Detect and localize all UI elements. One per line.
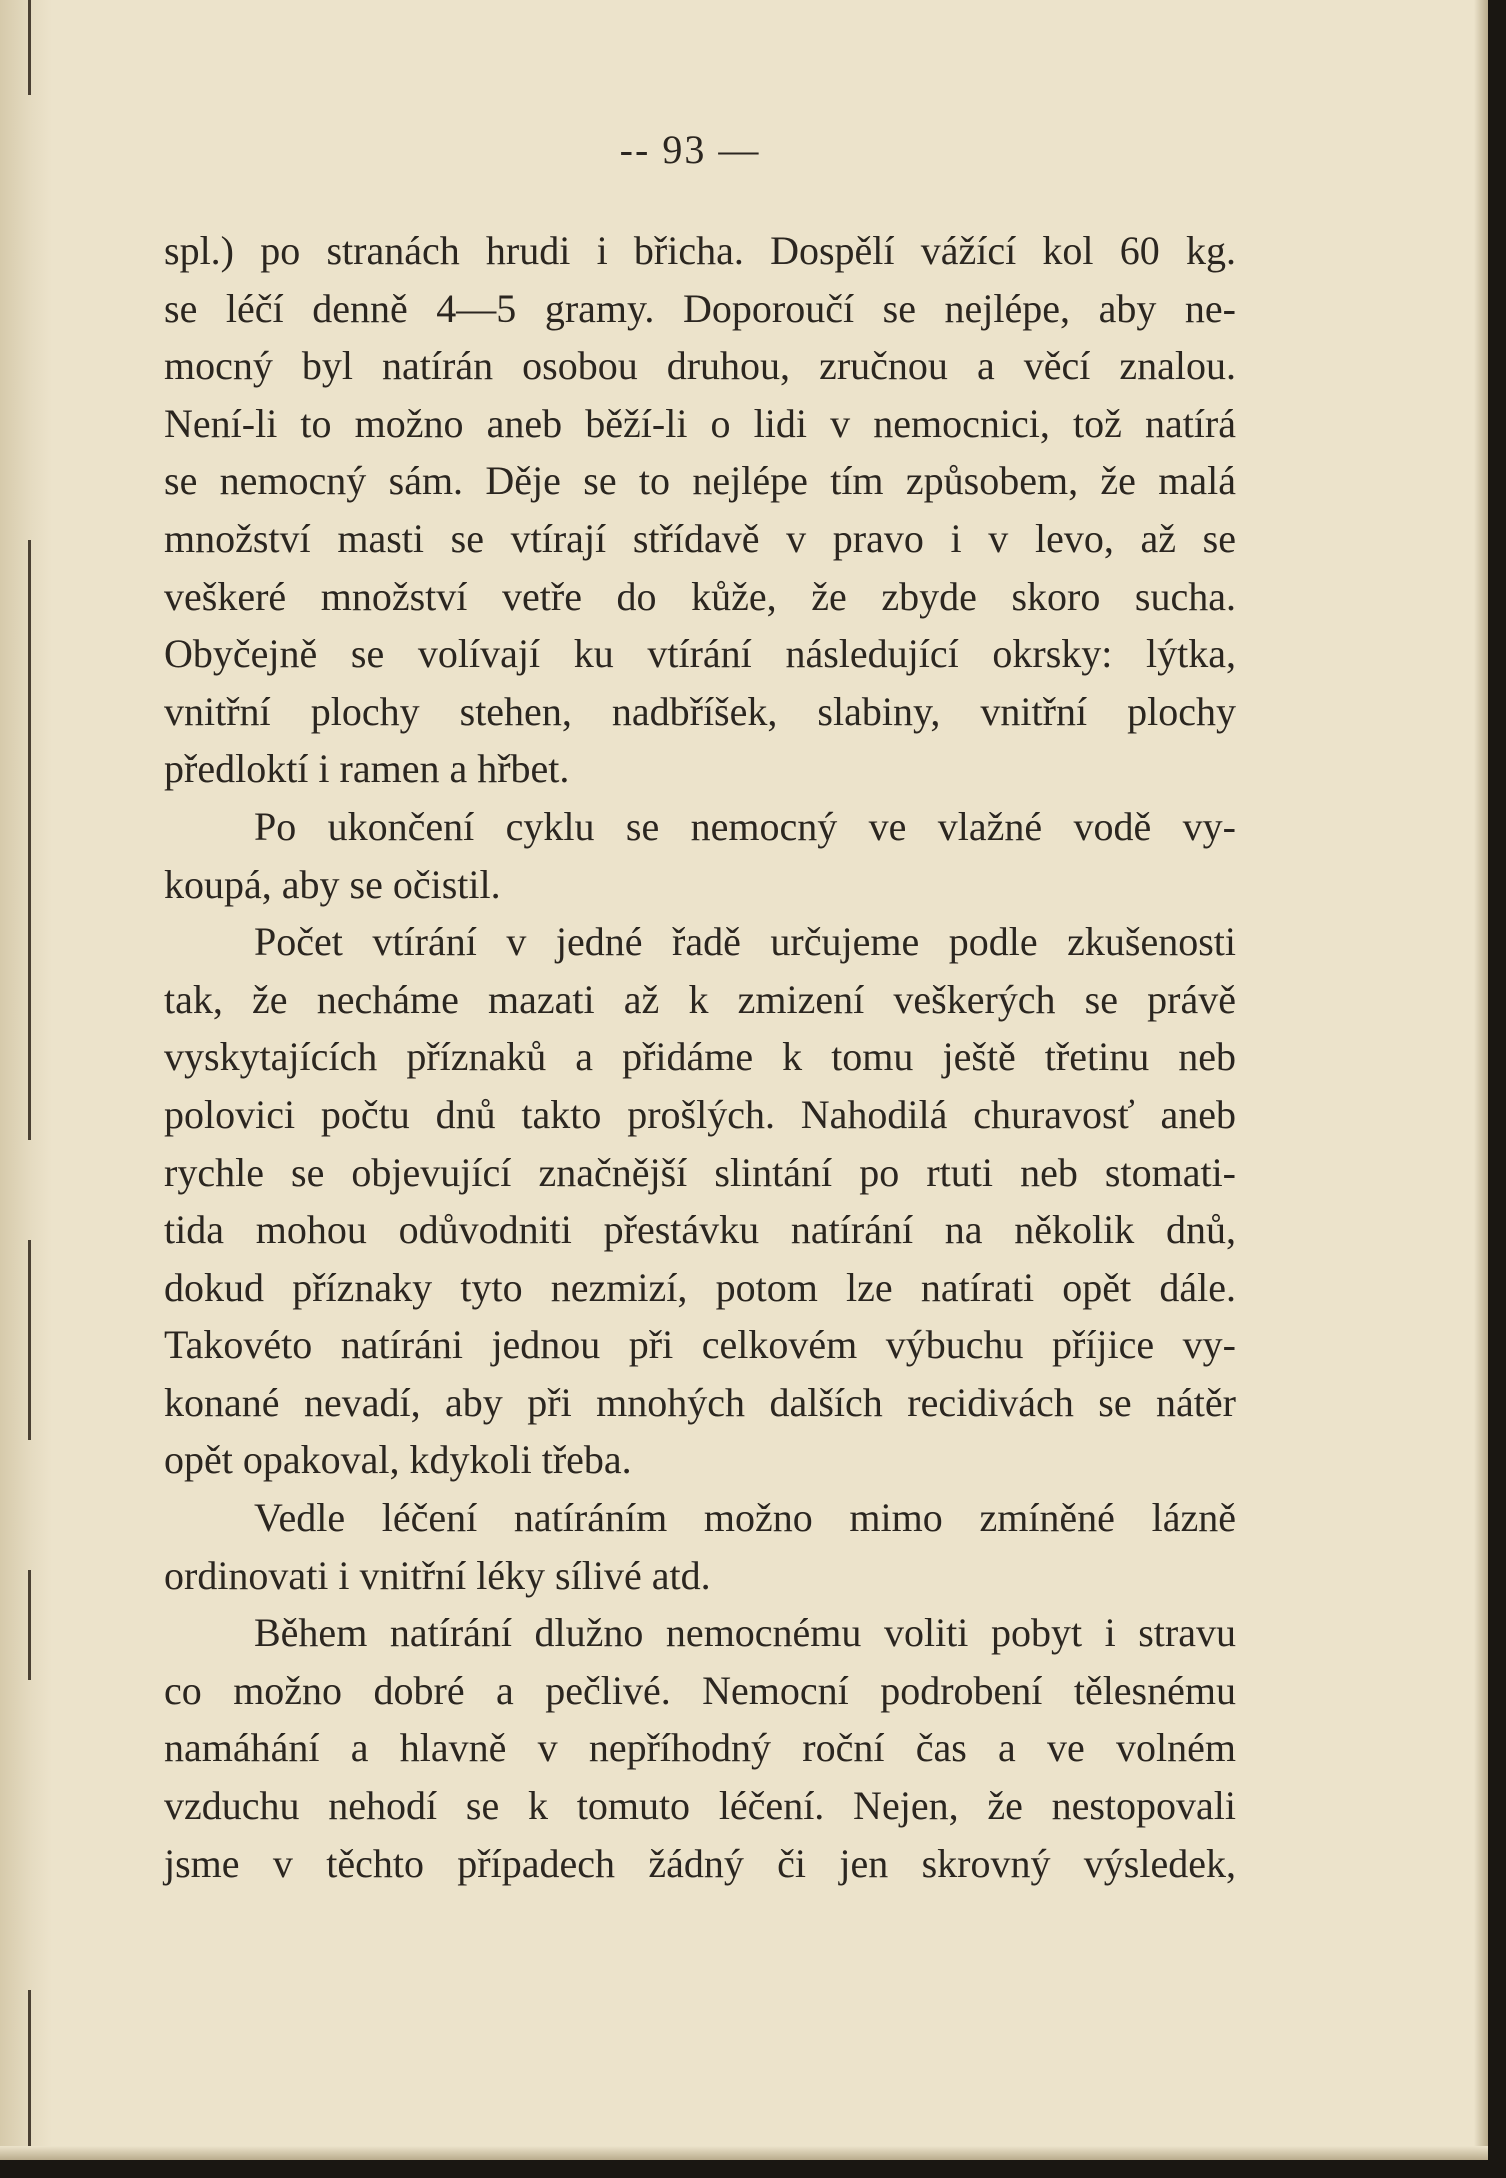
text-line: co možno dobré a pečlivé. Nemocní podrobení tělesnému <box>164 1667 1236 1713</box>
paragraph <box>164 1604 1236 1892</box>
paragraph <box>164 913 1236 1489</box>
text-line: opět opakoval, kdykoli třeba. <box>164 1437 632 1483</box>
text-line: rychle se objevující značnější slintání po rtuti neb stomati- <box>164 1149 1236 1195</box>
binding-stitch <box>28 1240 31 1440</box>
text-line: dokud příznaky tyto nezmizí, potom lze natírati opět dále. <box>164 1264 1236 1310</box>
text-line: mocný byl natírán osobou druhou, zručnou a věcí znalou. <box>164 343 1236 389</box>
text-line: vzduchu nehodí se k tomuto léčení. Nejen, že nestopovali <box>164 1783 1236 1829</box>
text-line: koupá, aby se očistil. <box>164 861 501 907</box>
paragraph <box>164 222 1236 798</box>
page-edge-bottom <box>0 2146 1488 2160</box>
paragraph <box>164 1489 1236 1604</box>
text-line: polovici počtu dnů takto prošlých. Nahodilá churavosť aneb <box>164 1091 1236 1137</box>
text-line: Počet vtírání v jedné řadě určujeme podle zkušenosti <box>254 919 1236 965</box>
text-line: veškeré množství vetře do kůže, že zbyde skoro sucha. <box>164 573 1236 619</box>
text-line: se léčí denně 4—5 gramy. Doporoučí se nejlépe, aby ne- <box>164 285 1236 331</box>
text-line: Není-li to možno aneb běží-li o lidi v nemocnici, tož natírá <box>164 400 1236 446</box>
text-line: Takovéto natíráni jednou při celkovém výbuchu příjice vy- <box>164 1322 1236 1368</box>
text-line: vyskytajících příznaků a přidáme k tomu ještě třetinu neb <box>164 1034 1236 1080</box>
binding-stitch <box>28 1570 31 1680</box>
page-binding <box>0 0 52 2160</box>
page-edge-right <box>1474 0 1488 2160</box>
text-line: Vedle léčení natíráním možno mimo zmíněné lázně <box>254 1495 1236 1541</box>
body-text <box>164 222 1236 1892</box>
text-line: se nemocný sám. Děje se to nejlépe tím způsobem, že malá <box>164 458 1236 504</box>
text-line: spl.) po stranách hrudi i břicha. Dospělí vážící kol 60 kg. <box>164 228 1236 273</box>
text-line: množství masti se vtírají střídavě v pravo i v levo, až se <box>164 515 1236 561</box>
text-line: předloktí i ramen a hřbet. <box>164 746 570 792</box>
text-line: Po ukončení cyklu se nemocný ve vlažné vodě vy- <box>254 803 1236 849</box>
binding-stitch <box>28 0 31 95</box>
text-line: tida mohou odůvodniti přestávku natírání na několik dnů, <box>164 1207 1236 1253</box>
text-line: konané nevadí, aby při mnohých dalších recidivách se nátěr <box>164 1379 1236 1425</box>
text-line: namáhání a hlavně v nepříhodný roční čas a ve volném <box>164 1725 1236 1771</box>
page-number: -- 93 — <box>619 127 761 172</box>
binding-stitch <box>28 1990 31 2160</box>
binding-stitch <box>28 540 31 1140</box>
text-line: Obyčejně se volívají ku vtírání následující okrsky: lýtka, <box>164 631 1236 677</box>
text-line: jsme v těchto případech žádný či jen skrovný výsledek, <box>164 1840 1236 1886</box>
text-line: Během natírání dlužno nemocnému voliti pobyt i stravu <box>254 1610 1236 1656</box>
text-line: vnitřní plochy stehen, nadbříšek, slabiny, vnitřní plochy <box>164 688 1236 734</box>
text-line: ordinovati i vnitřní léky sílivé atd. <box>164 1552 711 1598</box>
text-line: tak, že necháme mazati až k zmizení veškerých se právě <box>164 976 1236 1022</box>
paragraph <box>164 798 1236 913</box>
